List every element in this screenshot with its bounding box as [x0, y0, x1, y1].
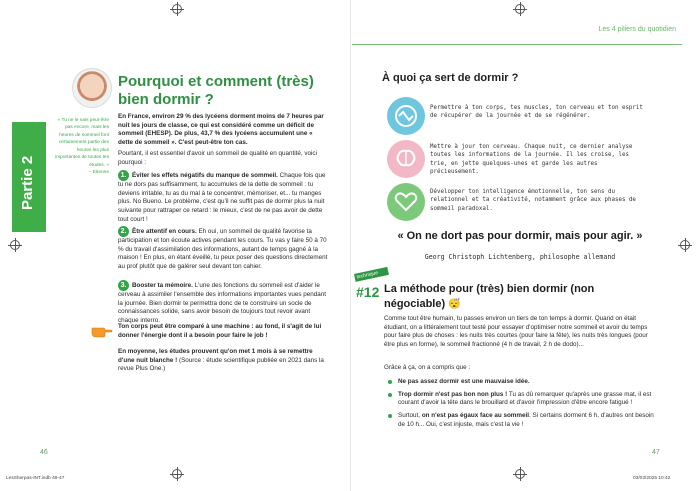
registration-mark-top-left: [172, 4, 182, 14]
benefit-3-badge: [387, 183, 425, 221]
bullet-3-text: . Si certains dorment 6 h, d'autres ont besoin de 10 h... Oui, c'est injuste, mais c'est la vie !: [398, 412, 654, 428]
page-number-left: 46: [40, 449, 48, 456]
bullet-2-text: Tu as dû remarquer qu'après une grasse mat, il est courant d'avoir la tête dans le brouillard et d'avoir l'impression d'être encore fatigué !: [398, 390, 652, 407]
study-paragraph-bold: En moyenne, les études prouvent qu'on met 1 mois à se remettre d'une nuit blanche !: [118, 348, 313, 364]
bullet-1-bold: Ne pas assez dormir est une mauvaise idée.: [398, 378, 530, 385]
study-paragraph-source: (Source : étude scientifique publiée en 2021 dans la revue Plus One.): [118, 356, 324, 373]
featured-quote-author: Georg Christoph Lichtenberg, philosophe allemand: [424, 253, 616, 261]
technique-number: #12: [356, 284, 380, 300]
technique-label: technique: [354, 267, 389, 282]
featured-quote: « On ne dort pas pour dormir, mais pour agir. »: [397, 230, 643, 242]
benefit-1-text: Permettre à ton corps, tes muscles, ton cerveau et ton esprit de récupérer de la journée et de se régénérer.: [430, 105, 643, 120]
point-3-number: 3.: [118, 280, 129, 291]
method-paragraph-2: Grâce à ça, on a compris que :: [384, 364, 471, 371]
bullet-2-bold: Trop dormir n'est pas bon non plus !: [398, 390, 508, 398]
intro-paragraph-bold: En France, environ 29 % des lycéens dorment moins de 7 heures par nuit les jours de classe, ce qui est considéré comme un déficit de sommeil (EHESP). De plus, 43,7 % des lycéens accumulent une « dette de sommeil ». C'est peut-être ton cas.: [118, 113, 324, 147]
intro-paragraph: Pourtant, il est essentiel d'avoir un sommeil de qualité en quantité, voici pourquoi :: [118, 150, 317, 166]
point-1-lead: Éviter les effets négatifs du manque de sommeil.: [132, 172, 278, 179]
registration-mark-right: [680, 240, 690, 250]
spread-gutter: [350, 0, 351, 491]
benefit-3-text: Développer ton intelligence émotionnelle, ton sens du relationnel et ta créativité, notamment grâce aux phases de sommeil paradoxal.: [430, 189, 636, 212]
point-1-body: Chaque fois que tu ne dors pas suffisamment, tu accumules de la dette de sommeil : tu deviens irritable, tu as du mal à te concentrer, mémoriser, et... tu manges plus. No Bueno. Le problème, c'est qu'il ne suffit pas de dormir plus la nuit suivante pour rattraper ce retard : le mieux, c'est de ne pas avoir de dette tout court !: [118, 172, 326, 223]
bullet-3-lead: Surtout,: [398, 412, 422, 420]
running-head: Les 4 piliers du quotidien: [598, 26, 676, 33]
benefit-2-text: Mettre à jour ton cerveau. Chaque nuit, ce dernier analyse toutes les informations de la journée. Il les croise, les trie, en jette quelques-unes et garde les autres précieusement.: [430, 144, 633, 176]
point-1: [118, 170, 328, 224]
author-avatar: [72, 68, 112, 108]
bullet-3-bold: on n'est pas égaux face au sommeil: [421, 412, 529, 420]
sleepy-face-icon: 😴: [448, 298, 461, 310]
point-2-body: Eh oui, un sommeil de qualité favorise ta participation et ton écoute actives pendant les cours. Tu vas y faire 50 à 70 % du travail d'assimilation des informations, autant de temps gagné à la maison ! En plus, en étant éveillé, tu peux poser des questions directement au prof plutôt que de galérer seul devant ton cahier.: [118, 228, 328, 271]
part-label: Partie 2: [19, 155, 36, 210]
sidebar-quote-text: « Tu ne le sais peut-être pas encore, mais les heures de sommeil font certainement partie des heures les plus importantes de toutes tes études. »: [55, 118, 109, 168]
method-title-text: La méthode pour (très) bien dormir (non négociable): [384, 283, 595, 310]
point-2-number: 2.: [118, 226, 129, 237]
method-title: [384, 282, 654, 311]
machine-paragraph: Ton corps peut être comparé à une machine : au fond, il s'agit de lui donner l'énergie dont il a besoin pour faire le job !: [118, 323, 322, 339]
sidebar-quote: [55, 117, 109, 176]
technique-tag: [354, 270, 380, 306]
left-page-title: Pourquoi et comment (très) bien dormir ?: [118, 73, 314, 108]
running-head-rule: [352, 44, 682, 45]
method-paragraph-1: Comme tout être humain, tu passes environ un tiers de ton temps à dormir. Quand on était étudiant, on a littéralement tout testé pour essayer d'optimiser notre sommeil et avoir du temps pour faire plus de choses : les nuits très courtes (pour faire la fête), les nuits très longues (pour être plus en forme), le sommeil fractionné (4 h de travail, 2 h de dodo)...: [384, 315, 648, 349]
pointing-hand-icon: [91, 322, 113, 338]
list-item: [384, 378, 654, 387]
point-2-lead: Être attentif en cours.: [132, 228, 197, 235]
list-item: [384, 412, 654, 429]
registration-mark-bottom-right: [515, 469, 525, 479]
right-page-title: À quoi ça sert de dormir ?: [382, 72, 519, 84]
benefit-1-badge: [387, 97, 425, 135]
point-1-number: 1.: [118, 170, 129, 181]
page-number-right: 47: [652, 449, 660, 456]
slug-file: LesSherpas-INT.indb 46-47: [6, 476, 65, 481]
point-3-body: L'une des fonctions du sommeil est d'aider le cerveau à assimiler l'ensemble des informations importantes vues pendant la journée. Bien dormir te permettra donc de te construire un socle de connaissances solide, sans avoir besoin de toujours tout revoir avant chaque interro.: [118, 282, 327, 325]
body-icon: [387, 97, 425, 135]
part-tab: [12, 122, 46, 232]
benefit-2-badge: [387, 140, 425, 178]
list-item: [384, 391, 654, 408]
method-bullet-list: [384, 378, 654, 433]
heart-icon: [387, 183, 425, 221]
point-3-lead: Booster ta mémoire.: [132, 282, 193, 289]
point-2: [118, 226, 328, 272]
sidebar-quote-author: – Etienne: [88, 169, 109, 175]
slug-date: 03/03/2025 10:42: [633, 476, 671, 481]
brain-icon: [387, 140, 425, 178]
registration-mark-bottom-left: [172, 469, 182, 479]
study-paragraph: [118, 348, 328, 374]
registration-mark-left: [10, 240, 20, 250]
point-3: [118, 280, 328, 326]
registration-mark-top-right: [515, 4, 525, 14]
